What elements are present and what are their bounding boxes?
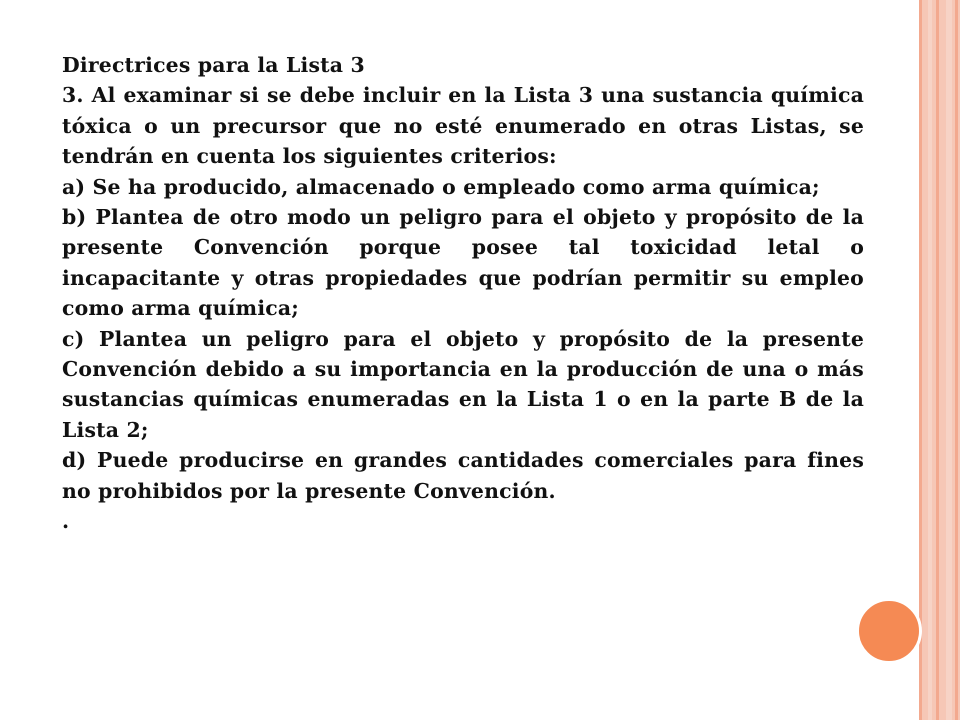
orange-circle-accent xyxy=(856,598,922,664)
slide-heading: Directrices para la Lista 3 xyxy=(62,53,365,77)
criterion-b: b) Plantea de otro modo un peligro para el objeto y propósito de la presente Convención porque posee tal toxicidad letal o incapacitante y otras propiedades que podrían permitir su empleo como arma química; xyxy=(62,205,864,321)
criterion-a: a) Se ha producido, almacenado o empleado como arma química; xyxy=(62,174,820,199)
decorative-stripe xyxy=(955,0,958,720)
criterion-c: c) Plantea un peligro para el objeto y propósito de la presente Convención debido a su importancia en la producción de una o más sustancias químicas enumeradas en la Lista 1 o en la parte B de la Lista 2; xyxy=(62,326,864,442)
criterion-d: d) Puede producirse en grandes cantidades comerciales para fines no prohibidos por la presente Convención. xyxy=(62,448,864,503)
decorative-stripe xyxy=(928,0,932,720)
decorative-stripe xyxy=(919,0,922,720)
decorative-stripe xyxy=(936,0,939,720)
decorative-stripe xyxy=(946,0,952,720)
paragraph-intro: 3. Al examinar si se debe incluir en la Lista 3 una sustancia química tóxica o un precursor que no esté enumerado en otras Listas, se tendrán en cuenta los siguientes criterios: xyxy=(62,83,864,169)
trailing-dot: . xyxy=(62,509,70,534)
decorative-stripe-band xyxy=(920,0,960,720)
slide-body xyxy=(62,50,864,537)
